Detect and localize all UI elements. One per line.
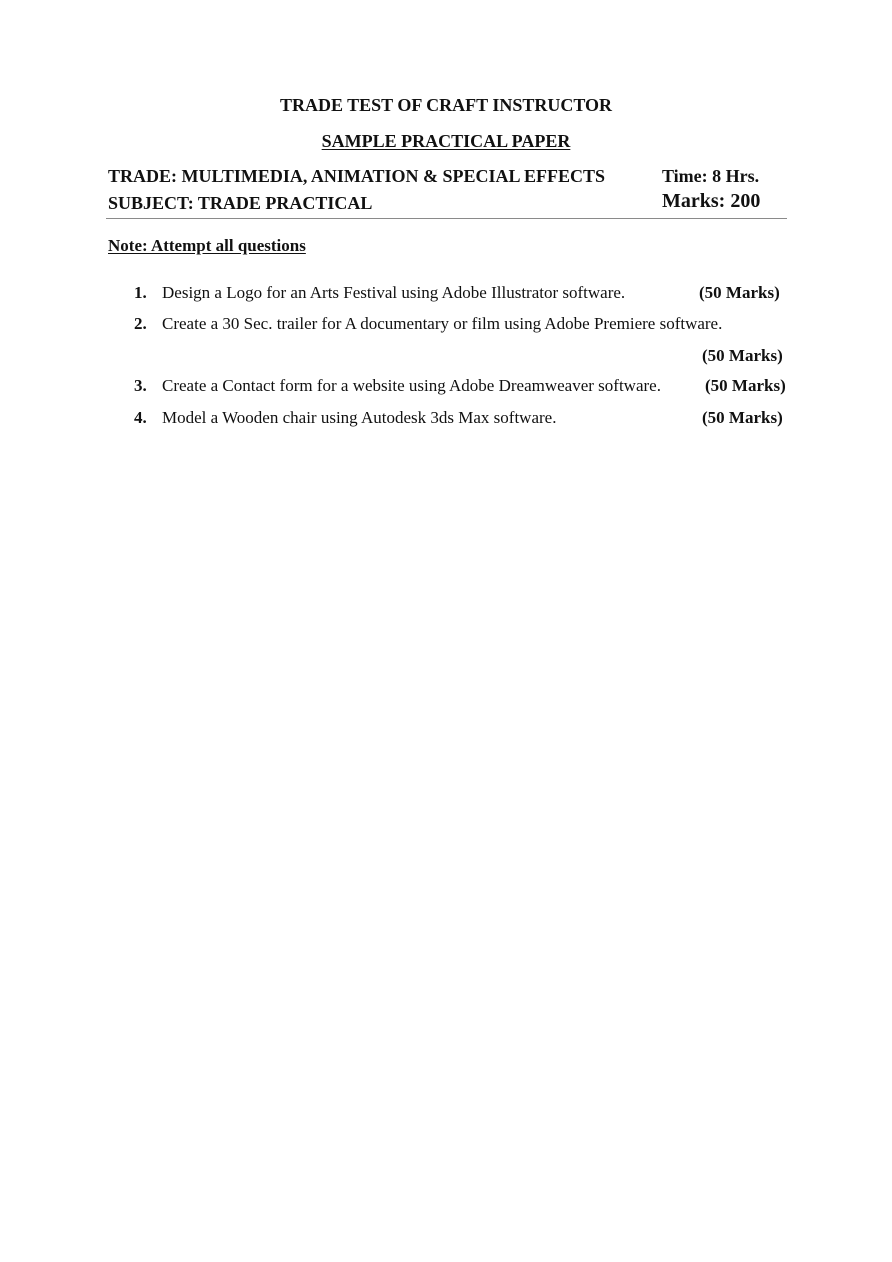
document-title: TRADE TEST OF CRAFT INSTRUCTOR: [279, 95, 613, 115]
question-marks: (50 Marks): [699, 283, 780, 302]
question-number: 3.: [134, 376, 147, 395]
header-divider: [106, 218, 787, 219]
question-text: Model a Wooden chair using Autodesk 3ds Max software.: [162, 408, 557, 427]
question-text: Create a 30 Sec. trailer for A documentary or film using Adobe Premiere software.: [162, 314, 723, 333]
subject-label: SUBJECT: TRADE PRACTICAL: [108, 193, 373, 213]
document-subtitle: SAMPLE PRACTICAL PAPER: [321, 131, 571, 151]
question-number: 1.: [134, 283, 147, 302]
question-marks: (50 Marks): [702, 346, 783, 365]
trade-label: TRADE: MULTIMEDIA, ANIMATION & SPECIAL EFFECTS: [108, 166, 606, 186]
total-marks-label: Marks: 200: [662, 190, 761, 212]
time-label: Time: 8 Hrs.: [662, 166, 760, 186]
question-marks: (50 Marks): [705, 376, 786, 395]
question-text: Design a Logo for an Arts Festival using Adobe Illustrator software.: [162, 283, 626, 302]
question-marks: (50 Marks): [702, 408, 783, 427]
question-text: Create a Contact form for a website using Adobe Dreamweaver software.: [162, 376, 661, 395]
question-number: 4.: [134, 408, 147, 427]
instructions-note: Note: Attempt all questions: [108, 236, 306, 255]
question-number: 2.: [134, 314, 147, 333]
